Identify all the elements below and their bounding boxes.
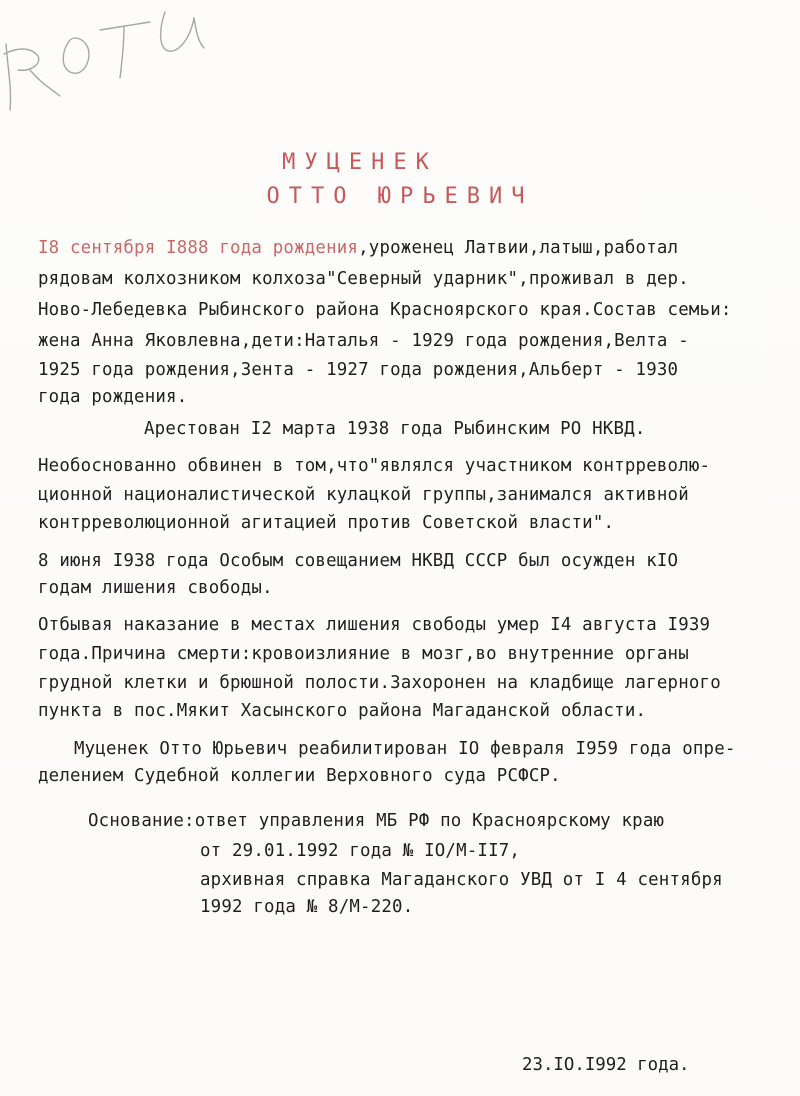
death-line-4: пункта в пос.Мякит Хасынского района Магаданской области. [38, 701, 647, 721]
bio-line-3: Ново-Лебедевка Рыбинского района Красноярского края.Состав семьи: [38, 300, 732, 320]
arrest-line: Арестован I2 марта 1938 года Рыбинским РО НКВД. [144, 419, 646, 439]
sentence-line-2: годам лишения свободы. [38, 578, 273, 598]
charge-line-1: Необоснованно обвинен в том,что"являлся участником контрреволю- [38, 456, 711, 476]
title-surname: МУЦЕНЕК [282, 150, 438, 175]
bio-line-1-rest: ,уроженец Латвии,латыш,работал [358, 238, 679, 258]
sentence-line-1: 8 июня I938 года Особым совещанием НКВД СССР был осужден кIО [38, 551, 679, 571]
death-line-3: грудной клетки и брюшной полости.Захоронен на кладбище лагерного [38, 673, 721, 693]
charge-line-3: контрреволюционной агитацией против Советской власти". [38, 513, 615, 533]
charge-line-2: ционной националистической кулацкой группы,занимался активной [38, 485, 689, 505]
bio-line-5: 1925 года рождения,Зента - 1927 года рождения,Альберт - 1930 [38, 360, 679, 380]
title-name: ОТТО ЮРЬЕВИЧ [266, 184, 534, 209]
handwritten-mark [0, 0, 230, 120]
death-line-1: Отбывая наказание в местах лишения свободы умер I4 августа I939 [38, 615, 711, 635]
bio-line-4: жена Анна Яковлевна,дети:Наталья - 1929 года рождения,Велта - [38, 331, 689, 351]
rehab-line-2: делением Судебной коллегии Верховного суда РСФСР. [38, 766, 561, 786]
basis-line-3: архивная справка Магаданского УВД от I 4 сентября [200, 870, 723, 890]
birth-date: I8 сентября I888 года рождения [38, 238, 359, 258]
bio-line-1 [38, 240, 678, 257]
basis-line-2: от 29.01.1992 года № IО/М-II7, [200, 841, 521, 861]
death-line-2: года.Причина смерти:кровоизлияние в мозг,во внутренние органы [38, 644, 689, 664]
document-date: 23.IО.I992 года. [522, 1055, 690, 1075]
bio-line-6: года рождения. [38, 387, 188, 407]
basis-line-1: Основание:ответ управления МБ РФ по Красноярскому краю [88, 811, 665, 831]
rehab-line-1: Муценек Отто Юрьевич реабилитирован IО февраля I959 года опре- [74, 739, 736, 759]
bio-line-2: рядовам колхозником колхоза"Северный ударник",проживал в дер. [38, 269, 689, 289]
basis-line-4: 1992 года № 8/М-220. [200, 897, 414, 917]
